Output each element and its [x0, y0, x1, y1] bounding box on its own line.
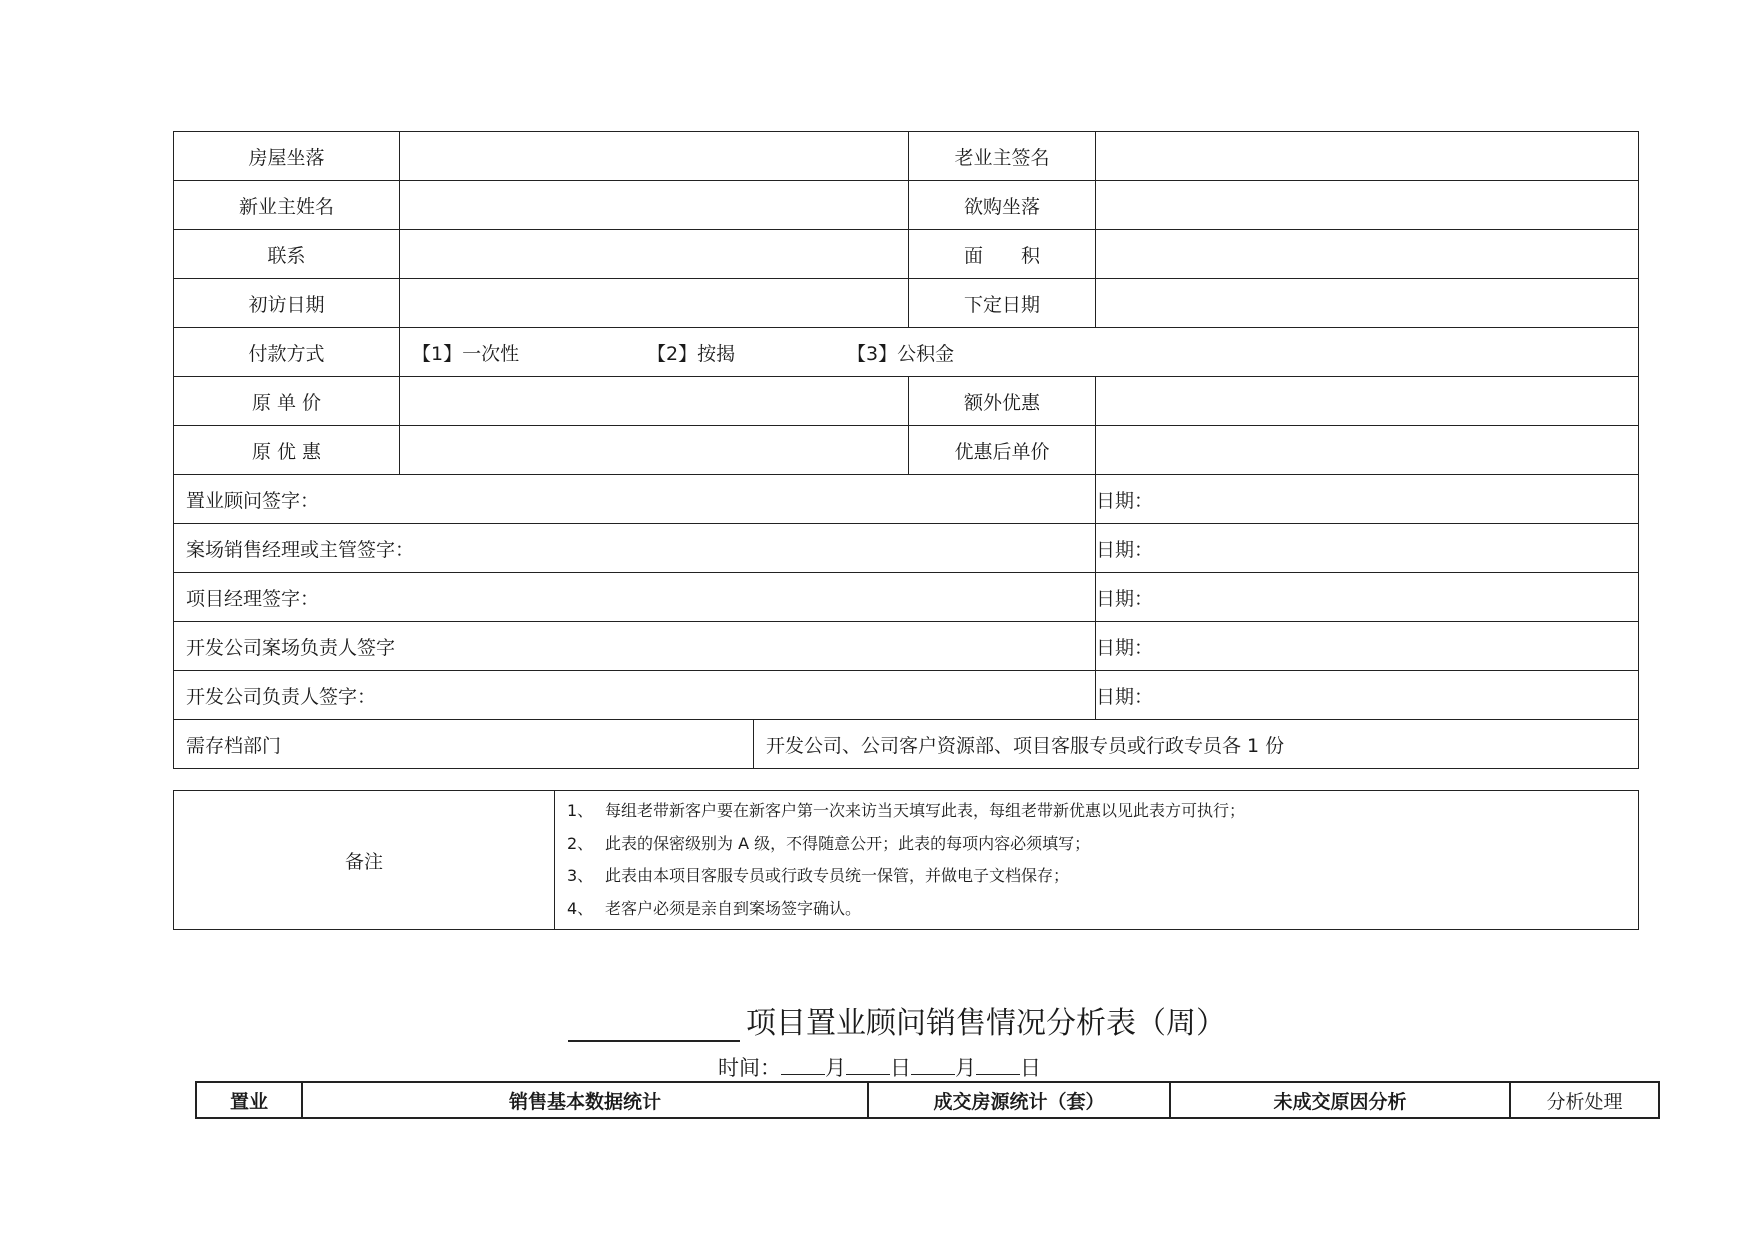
end-month-blank[interactable] — [911, 1052, 955, 1075]
remarks-table — [173, 790, 1639, 930]
list-item-number: 4、 — [567, 898, 594, 918]
signature-label: 开发公司案场负责人签字 — [174, 622, 1096, 671]
signature-row — [174, 475, 1639, 524]
report-title — [568, 998, 1226, 1042]
label-new-owner-name: 新业主姓名 — [174, 181, 400, 230]
new-owner-name-field[interactable] — [400, 181, 909, 230]
signature-date[interactable]: 日期： — [1096, 622, 1639, 671]
area-field[interactable] — [1096, 230, 1639, 279]
form-row-location — [174, 132, 1639, 181]
header-analysis: 分析处理 — [1510, 1082, 1659, 1118]
contact-field[interactable] — [400, 230, 909, 279]
form-row-discount — [174, 426, 1639, 475]
remarks-content — [555, 791, 1639, 930]
form-row-dates — [174, 279, 1639, 328]
archive-departments: 开发公司、公司客户资源部、项目客服专员或行政专员各 1 份 — [754, 720, 1639, 769]
form-row-contact — [174, 230, 1639, 279]
header-sales-stats: 销售基本数据统计 — [302, 1082, 868, 1118]
signature-date[interactable]: 日期： — [1096, 671, 1639, 720]
label-deposit-date: 下定日期 — [909, 279, 1096, 328]
payment-options — [400, 328, 1639, 377]
month-label: 月 — [825, 1056, 846, 1080]
report-time-line — [718, 1052, 1041, 1082]
header-unclosed-reasons: 未成交原因分析 — [1170, 1082, 1510, 1118]
label-extra-discount: 额外优惠 — [909, 377, 1096, 426]
list-item-number: 1、 — [567, 801, 594, 820]
start-month-blank[interactable] — [781, 1052, 825, 1075]
discounted-unit-price-field[interactable] — [1096, 426, 1639, 475]
signature-date[interactable]: 日期： — [1096, 475, 1639, 524]
list-item — [567, 795, 1638, 828]
day-label: 日 — [1020, 1056, 1041, 1080]
label-original-discount: 原 优 惠 — [174, 426, 400, 475]
report-title-text: 项目置业顾问销售情况分析表（周） — [746, 1006, 1226, 1041]
signature-label: 开发公司负责人签字： — [174, 671, 1096, 720]
sales-analysis-table — [195, 1081, 1660, 1119]
payment-option-provident-fund[interactable]: 【3】公积金 — [847, 342, 955, 365]
form-row-unit-price — [174, 377, 1639, 426]
list-item-text: 此表的保密级别为 A 级，不得随意公开；此表的每项内容必须填写； — [605, 833, 1091, 853]
list-item — [567, 860, 1638, 893]
remarks-row — [174, 791, 1639, 930]
extra-discount-field[interactable] — [1096, 377, 1639, 426]
project-name-blank[interactable] — [568, 1010, 740, 1042]
signature-row — [174, 671, 1639, 720]
desired-location-field[interactable] — [1096, 181, 1639, 230]
label-original-unit-price: 原 单 价 — [174, 377, 400, 426]
old-owner-signature-field[interactable] — [1096, 132, 1639, 181]
label-first-visit-date: 初访日期 — [174, 279, 400, 328]
table-header-row — [196, 1082, 1659, 1118]
signature-date[interactable]: 日期： — [1096, 573, 1639, 622]
header-deal-stats: 成交房源统计（套） — [868, 1082, 1170, 1118]
form-row-new-owner — [174, 181, 1639, 230]
archive-label: 需存档部门 — [174, 720, 754, 769]
header-consultant: 置业 — [196, 1082, 302, 1118]
list-item — [567, 893, 1638, 926]
signature-row — [174, 573, 1639, 622]
deposit-date-field[interactable] — [1096, 279, 1639, 328]
payment-option-lump-sum[interactable]: 【1】一次性 — [412, 342, 520, 365]
month-label: 月 — [955, 1056, 976, 1080]
list-item-number: 3、 — [567, 866, 594, 885]
day-label: 日 — [890, 1056, 911, 1080]
archive-row — [174, 720, 1639, 769]
label-payment-method: 付款方式 — [174, 328, 400, 377]
signature-label: 案场销售经理或主管签字： — [174, 524, 1096, 573]
referral-form-table — [173, 131, 1639, 769]
list-item-text: 老客户必须是亲自到案场签字确认。 — [605, 898, 862, 918]
label-old-owner-signature: 老业主签名 — [909, 132, 1096, 181]
payment-option-mortgage[interactable]: 【2】按揭 — [647, 342, 736, 365]
label-area: 面 积 — [909, 230, 1096, 279]
original-unit-price-field[interactable] — [400, 377, 909, 426]
list-item — [567, 828, 1638, 861]
signature-label: 置业顾问签字： — [174, 475, 1096, 524]
label-discounted-unit-price: 优惠后单价 — [909, 426, 1096, 475]
time-label: 时间： — [718, 1056, 781, 1080]
remarks-list — [555, 791, 1638, 929]
first-visit-date-field[interactable] — [400, 279, 909, 328]
house-location-field[interactable] — [400, 132, 909, 181]
signature-label: 项目经理签字： — [174, 573, 1096, 622]
form-row-payment — [174, 328, 1639, 377]
original-discount-field[interactable] — [400, 426, 909, 475]
label-contact: 联系 — [174, 230, 400, 279]
signature-row — [174, 524, 1639, 573]
signature-date[interactable]: 日期： — [1096, 524, 1639, 573]
end-day-blank[interactable] — [976, 1052, 1020, 1075]
signature-row — [174, 622, 1639, 671]
label-desired-location: 欲购坐落 — [909, 181, 1096, 230]
remarks-label: 备注 — [174, 791, 555, 930]
label-house-location: 房屋坐落 — [174, 132, 400, 181]
list-item-text: 每组老带新客户要在新客户第一次来访当天填写此表，每组老带新优惠以见此表方可执行； — [605, 801, 1246, 820]
list-item-text: 此表由本项目客服专员或行政专员统一保管，并做电子文档保存； — [605, 866, 1070, 885]
list-item-number: 2、 — [567, 833, 594, 853]
start-day-blank[interactable] — [846, 1052, 890, 1075]
